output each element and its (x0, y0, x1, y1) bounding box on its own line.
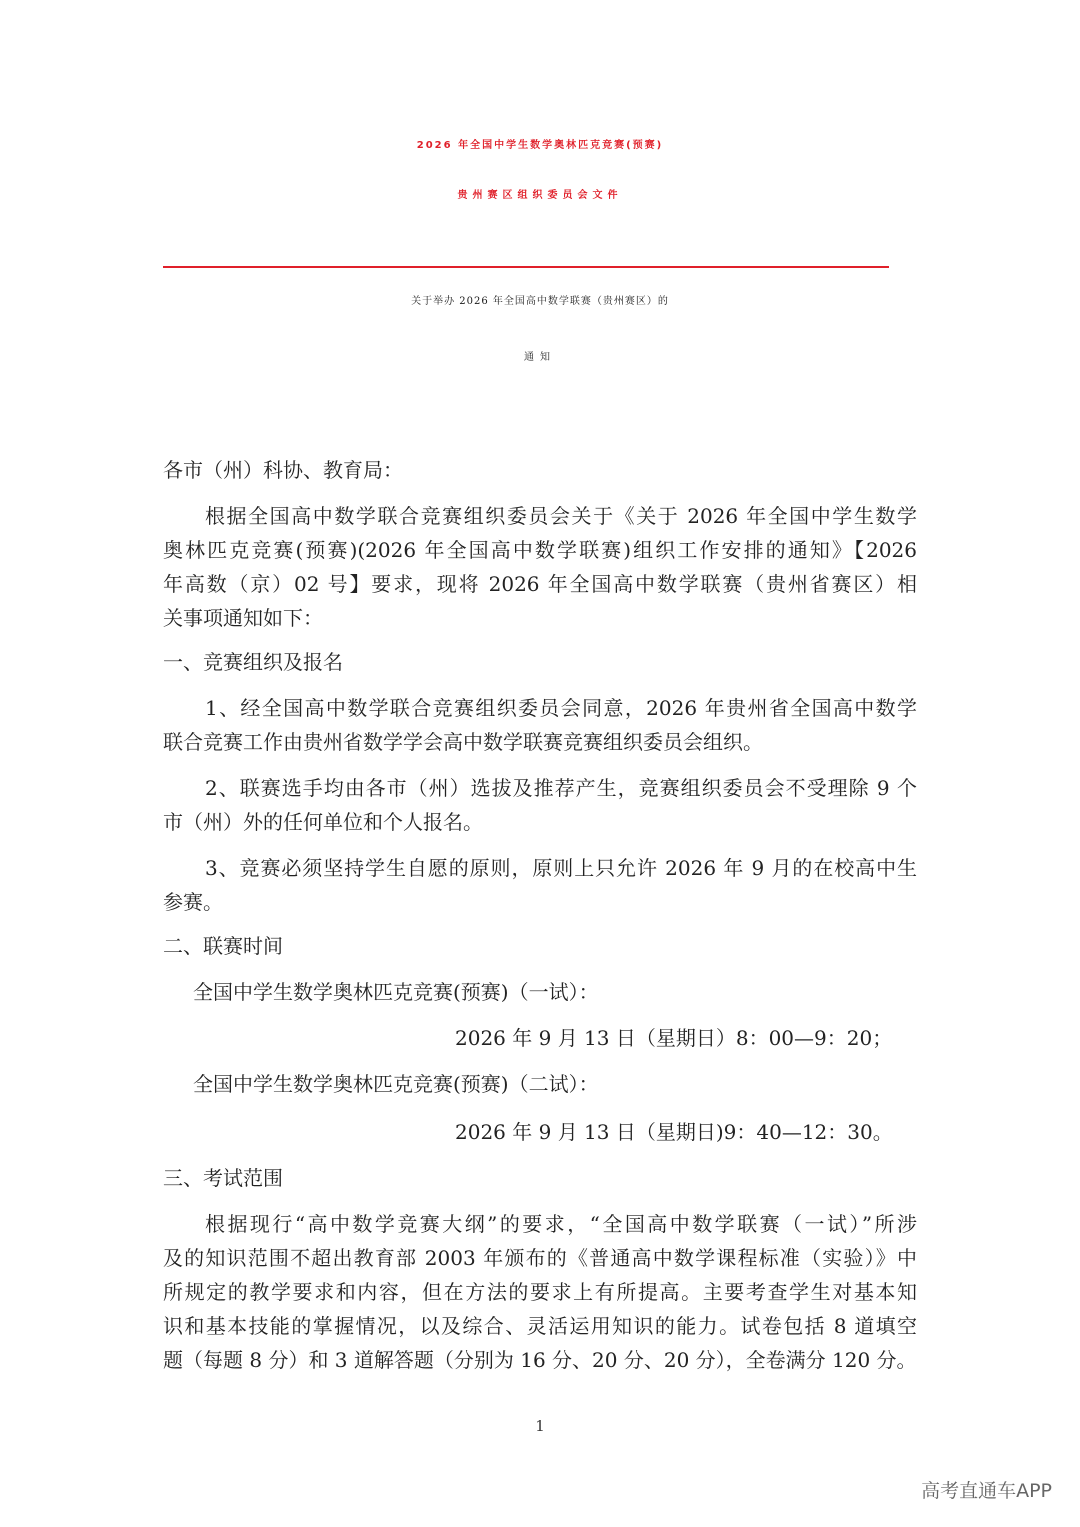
intro-line: 年高数（京）02 号】要求，现将 2026 年全国高中数学联赛（贵州省赛区）相 (163, 572, 917, 596)
intro-line: 关事项通知如下： (163, 606, 323, 630)
header-line-2: 贵州赛区组织委员会文件 (457, 190, 623, 201)
paragraph-line: 联合竞赛工作由贵州省数学学会高中数学联赛竞赛组织委员会组织。 (163, 730, 763, 754)
intro-line: 根据全国高中数学联合竞赛组织委员会关于《关于 2026 年全国中学生数学 (205, 504, 917, 528)
section-heading: 三、考试范围 (163, 1166, 283, 1190)
document-title-line-1: 关于举办 2026 年全国高中数学联赛（贵州赛区）的 (411, 296, 669, 307)
page-number: 1 (535, 1417, 545, 1435)
header-line-1: 2026 年全国中学生数学奥林匹克竞赛(预赛) (416, 140, 664, 151)
section-heading: 二、联赛时间 (163, 934, 283, 958)
paragraph-line: 参赛。 (163, 890, 223, 914)
paragraph-line: 所规定的教学要求和内容，但在方法的要求上有所提高。主要考查学生对基本知 (163, 1280, 917, 1304)
intro-line: 奥林匹克竞赛(预赛)(2026 年全国高中数学联赛)组织工作安排的通知》【2026 (163, 538, 917, 562)
paragraph-line: 识和基本技能的掌握情况，以及综合、灵活运用知识的能力。试卷包括 8 道填空 (163, 1314, 917, 1338)
paragraph-line: 1、经全国高中数学联合竞赛组织委员会同意，2026 年贵州省全国高中数学 (205, 696, 917, 720)
paragraph-line: 市（州）外的任何单位和个人报名。 (163, 810, 483, 834)
paragraph-line: 题（每题 8 分）和 3 道解答题（分别为 16 分、20 分、20 分），全卷满分 120 分。 (163, 1348, 917, 1372)
paragraph-line: 3、竞赛必须坚持学生自愿的原则，原则上只允许 2026 年 9 月的在校高中生 (205, 856, 917, 880)
paragraph-line: 2、联赛选手均由各市（州）选拔及推荐产生，竞赛组织委员会不受理除 9 个 (205, 776, 917, 800)
schedule-time: 2026 年 9 月 13 日（星期日)9：40—12：30。 (455, 1120, 893, 1144)
schedule-time: 2026 年 9 月 13 日（星期日）8：00—9：20； (455, 1026, 893, 1050)
header-divider (163, 266, 889, 268)
document-title-line-2: 通知 (524, 352, 556, 363)
salutation: 各市（州）科协、教育局： (163, 458, 403, 482)
watermark: 高考直通车APP (921, 1480, 1052, 1502)
paragraph-line: 及的知识范围不超出教育部 2003 年颁布的《普通高中数学课程标准（实验）》中 (163, 1246, 917, 1270)
schedule-label: 全国中学生数学奥林匹克竞赛(预赛)（一试）： (193, 980, 599, 1004)
schedule-label: 全国中学生数学奥林匹克竞赛(预赛)（二试）： (193, 1072, 599, 1096)
paragraph-line: 根据现行“高中数学竞赛大纲”的要求，“全国高中数学联赛（一试）”所涉 (205, 1212, 917, 1236)
section-heading: 一、竞赛组织及报名 (163, 650, 343, 674)
